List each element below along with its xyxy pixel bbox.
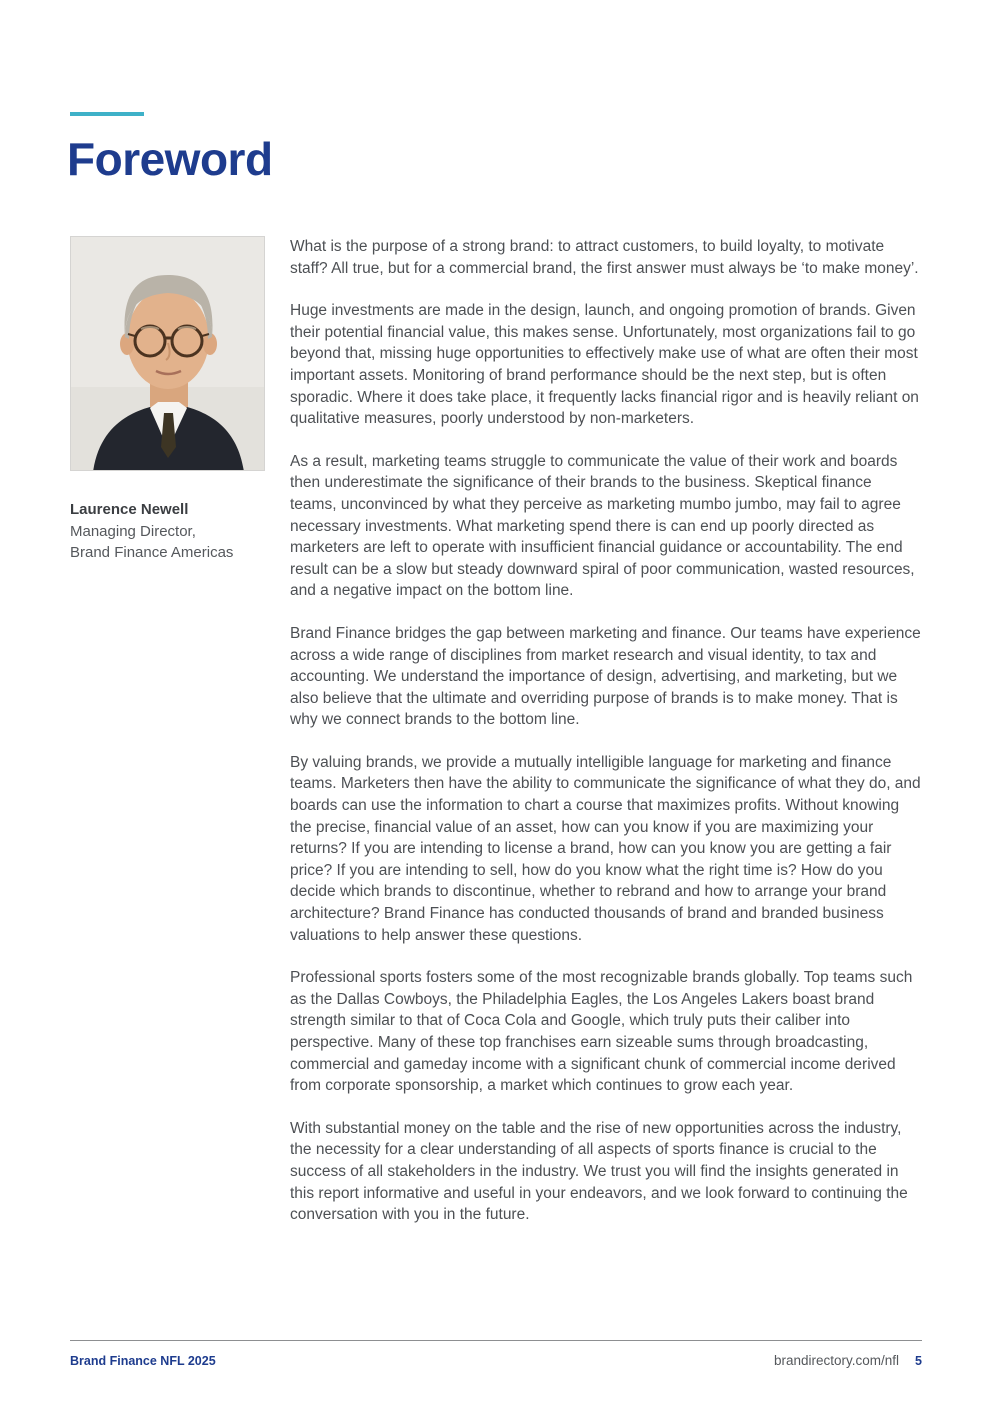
content-area bbox=[70, 236, 922, 1226]
footer-divider bbox=[70, 1340, 922, 1341]
footer bbox=[70, 1353, 922, 1368]
portrait-image bbox=[71, 237, 265, 471]
author-photo bbox=[70, 236, 265, 471]
footer-right-group bbox=[774, 1353, 922, 1368]
author-caption bbox=[70, 499, 265, 564]
body-paragraph: As a result, marketing teams struggle to communicate the value of their work and boards then underestimate the significance of their brands to the business. Skeptical finance teams, unconvinced by what they perceive as marketing mumbo jumbo, may fail to agree necessary investments. What marketing spend there is can end up poorly directed as marketers are left to operate with insufficient financial guidance or accountability. The end result can be a slow but steady downward spiral of poor communication, wasted resources, and a negative impact on the bottom line. bbox=[290, 452, 915, 600]
body-paragraph: Brand Finance bridges the gap between marketing and finance. Our teams have experience across a wide range of disciplines from market research and visual identity, to tax and accounting. We understand the importance of design, advertising, and marketing, but we also believe that the ultimate and overriding purpose of brands is to make money. That is why we connect brands to the bottom line. bbox=[290, 624, 921, 729]
page-title: Foreword bbox=[67, 133, 273, 185]
body-paragraph: Huge investments are made in the design, launch, and ongoing promotion of brands. Given their potential financial value, this makes sense. Unfortunately, most organizations fail to go beyond that, missing huge opportunities to effectively make use of what are often their most important assets. Monitoring of brand performance should be the next step, but is often sporadic. Where it does take place, it frequently lacks financial rigor and is heavily reliant on qualitative measures, poorly understood by non-marketers. bbox=[290, 302, 919, 428]
accent-bar bbox=[70, 112, 144, 116]
page-number: 5 bbox=[915, 1354, 922, 1368]
body-paragraph: By valuing brands, we provide a mutually intelligible language for marketing and finance teams. Marketers then have the ability to communicate the significance of what they do, and boards can use the information to chart a course that maximizes profits. Without knowing the precise, financial value of an asset, how can you know if you are maximizing your returns? If you are intending to license a brand, how can you know you are getting a fair price? If you are intending to sell, how do you know what the right time is? How do you decide which brands to discontinue, whether to rebrand and how to arrange your brand architecture? Brand Finance has conducted thousands of brand and branded business valuations to help answer these questions. bbox=[290, 753, 921, 944]
body-paragraph: Professional sports fosters some of the most recognizable brands globally. Top teams such as the Dallas Cowboys, the Philadelphia Eagles, the Los Angeles Lakers boast brand strength similar to that of Coca Cola and Google, which truly puts their caliber into perspective. Many of these top franchises earn sizeable sums through broadcasting, commercial and gameday income with a significant chunk of commercial income derived from corporate sponsorship, a market which continues to grow each year. bbox=[290, 969, 913, 1095]
footer-report-title: Brand Finance NFL 2025 bbox=[70, 1354, 216, 1368]
body-paragraph: What is the purpose of a strong brand: to attract customers, to build loyalty, to motivate staff? All true, but for a commercial brand, the first answer must always be ‘to make money’. bbox=[290, 238, 919, 277]
body-paragraph: With substantial money on the table and the rise of new opportunities across the industry, the necessity for a clear understanding of all aspects of sports finance is crucial to the success of all stakeholders in the industry. We trust you will find the insights generated in this report informative and useful in your endeavors, and we look forward to continuing the conversation with you in the future. bbox=[290, 1119, 908, 1224]
author-org: Brand Finance Americas bbox=[70, 544, 234, 561]
footer-link[interactable]: brandirectory.com/nfl bbox=[774, 1353, 900, 1368]
author-column bbox=[70, 236, 265, 564]
author-role: Managing Director, bbox=[70, 522, 196, 540]
body-text-column bbox=[290, 236, 922, 1226]
author-name: Laurence Newell bbox=[70, 501, 189, 518]
